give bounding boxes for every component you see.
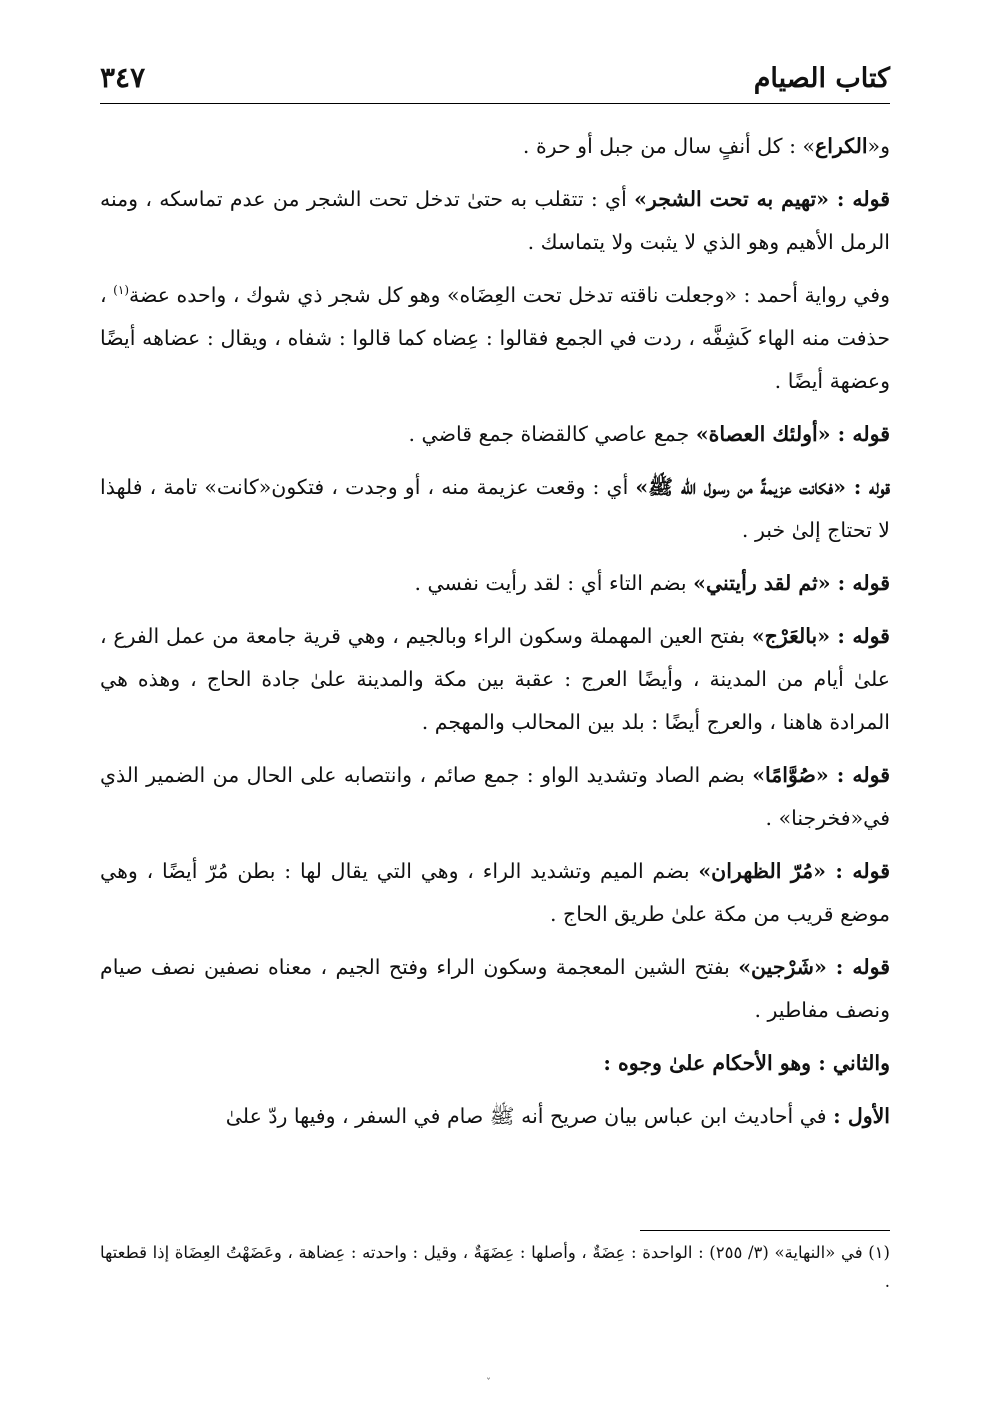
footnote-separator [640,1230,890,1231]
page-mark: ˇ [486,1378,491,1389]
paragraph [100,615,890,744]
main-text [100,125,890,1148]
text-run: في أحاديث ابن عباس بيان صريح أنه ﷺ صام في السفر ، وفيها ردّ علىٰ [225,1104,834,1128]
paragraph [100,754,890,840]
footnote: (١) في «النهاية» (٣/ ٢٥٥) : الواحدة : عِضَةٌ ، وأصلها : عِضَهَةٌ ، وقيل : واحدته : عِضاهة ، وعَضَهْتُ العِضَاة إذا قطعتها . [100,1243,890,1291]
page-header [100,55,890,105]
keyword: قوله : «أولئك العصاة» [695,422,890,446]
text-run: و« [867,134,890,158]
keyword: قوله : «ثم لقد رأيتني» [693,571,890,595]
text-run: أي : وقعت عزيمة منه ، أو وجدت ، فتكون«كانت» تامة ، فلهذا لا تحتاج إلىٰ خبر . [100,475,890,542]
footnotes [100,1238,890,1296]
keyword: قوله : «بالعَرْج» [751,624,890,648]
header-rule [100,103,890,104]
paragraph [100,178,890,264]
text-run: بضم الصاد وتشديد الواو : جمع صائم ، وانتصابه على الحال من الضمير الذي في«فخرجنا» . [100,763,890,830]
text-run: أي : تتقلب به حتىٰ تدخل تحت الشجر من عدم تماسكه ، ومنه الرمل الأهيم وهو الذي لا يثبت ولا يتماسك . [100,187,890,254]
paragraph [100,946,890,1032]
text-run: بضم الميم وتشديد الراء ، وهي التي يقال لها : بطن مُرّ أيضًا ، وهي موضع قريب من مكة علىٰ طريق الحاج . [100,859,890,926]
keyword: قوله : «تهيم به تحت الشجر» [634,187,891,211]
keyword: الأول : [833,1104,890,1128]
chapter-title: كتاب الصيام [753,63,890,94]
paragraph [100,1095,890,1138]
text-run: وفي رواية أحمد : «وجعلت ناقته تدخل تحت العِضَاه» وهو كل شجر ذي شوك ، واحده عضة [129,283,890,307]
paragraph [100,125,890,168]
text-run: ، حذفت منه الهاء كَشِفَّه ، ردت في الجمع فقالوا : عِضاه كما قالوا : شفاه ، ويقال : عضاهه أيضًا وعضهة أيضًا . [100,283,890,393]
text-run: بضم التاء أي : لقد رأيت نفسي . [414,571,694,595]
keyword: قوله : «مُرّ الظهران» [698,859,890,883]
keyword: قوله : «صُوَّامًا» [752,763,891,787]
page-number: ٣٤٧ [100,61,146,94]
paragraph [100,1042,890,1085]
text-run: بفتح الشين المعجمة وسكون الراء وفتح الجيم ، معناه نصفين نصف صيام ونصف مفاطير . [100,955,890,1022]
paragraph [100,850,890,936]
text-run: جمع عاصي كالقضاة جمع قاضي . [408,422,696,446]
paragraph [100,413,890,456]
paragraph [100,274,890,403]
text-run: » : كل أنفٍ سال من جبل أو حرة . [522,134,816,158]
keyword: قوله : «فكانت عزيمةً من رسول الله ﷺ» [635,475,890,499]
keyword: الكراع [815,134,868,158]
paragraph [100,562,890,605]
footnote-ref: (١) [113,283,129,298]
text-run: بفتح العين المهملة وسكون الراء وبالجيم ، وهي قرية جامعة من عمل الفرع ، علىٰ أيام من المدينة ، وأيضًا العرج : عقبة بين مكة والمدينة علىٰ جادة الحاج ، وهذه هي المرادة هاهنا ، والعرج أيضًا : بلد بين المحالب والمهجم . [100,624,890,734]
paragraph [100,466,890,552]
keyword: قوله : «شَرْجين» [738,955,891,979]
keyword: والثاني : وهو الأحكام علىٰ وجوه : [603,1051,890,1075]
